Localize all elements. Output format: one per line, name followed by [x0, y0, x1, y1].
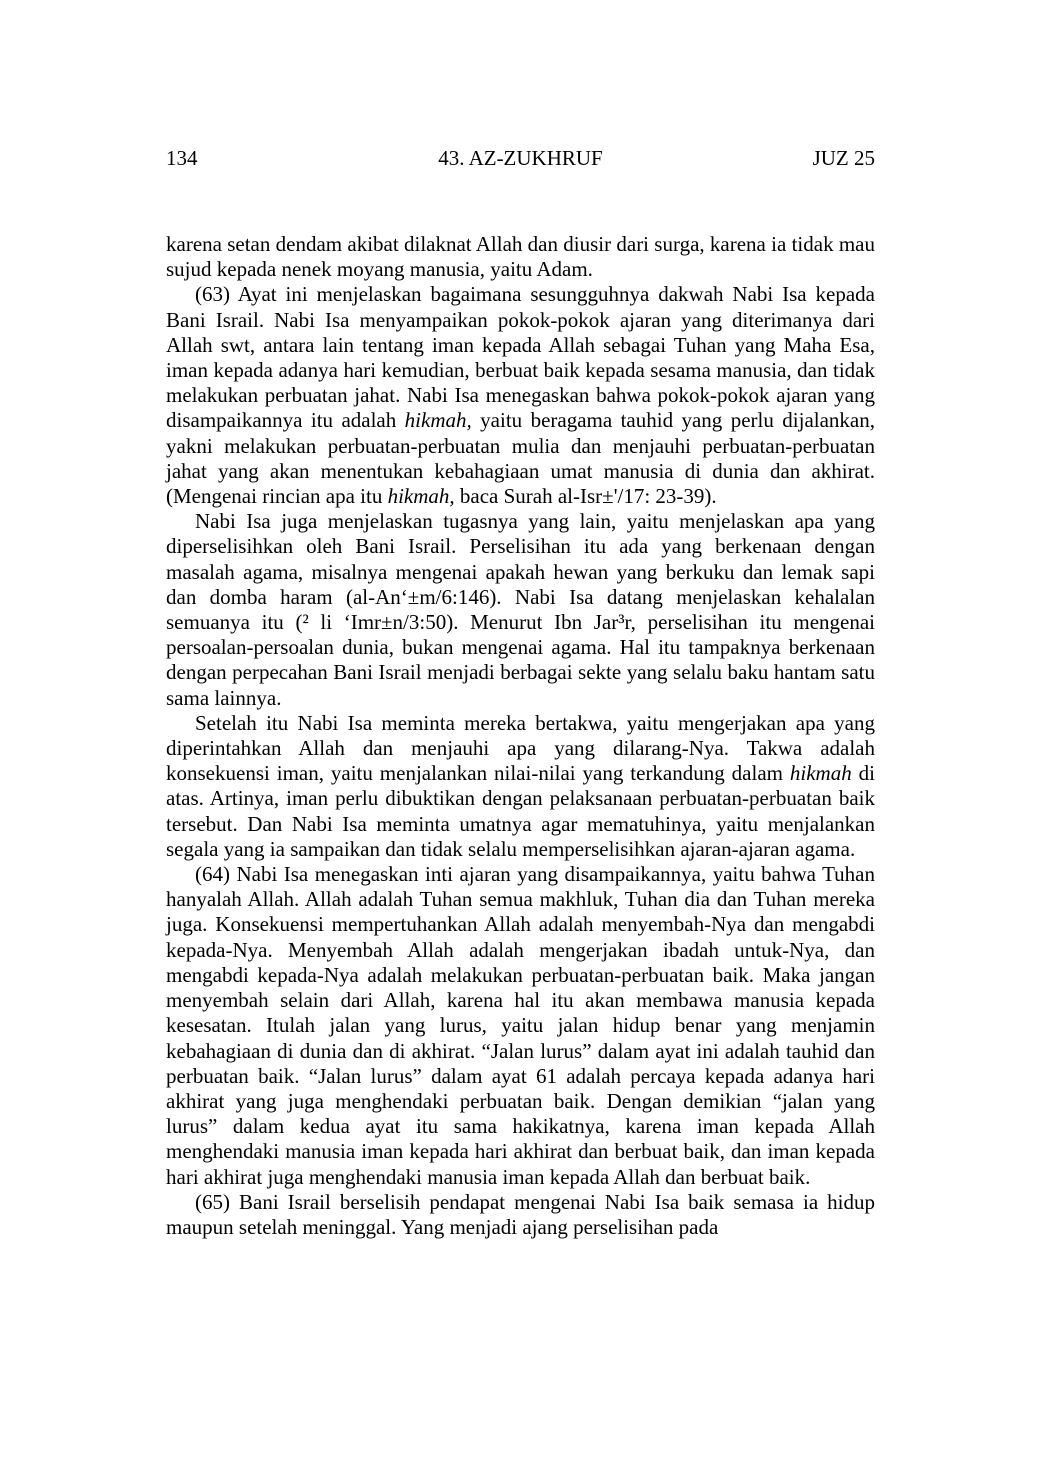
paragraph-text: di atas. Artinya, iman perlu dibuktikan dengan pelaksanaan perbuatan-perbuatan baik tersebut. Dan Nabi Isa meminta umatnya agar mematuhinya, yaitu menjalankan segala yang ia sampaikan dan tidak selalu memperselisihkan ajaran-ajaran agama.: [166, 761, 875, 861]
paragraph: [166, 282, 875, 509]
paragraph-text: (65) Bani Israil berselisih pendapat mengenai Nabi Isa baik semasa ia hidup maupun setelah meninggal. Yang menjadi ajang perselisihan pada: [166, 1189, 875, 1239]
body-text: [166, 232, 875, 1240]
paragraph-text: karena setan dendam akibat dilaknat Allah dan diusir dari surga, karena ia tidak mau sujud kepada nenek moyang manusia, yaitu Adam.: [166, 232, 875, 282]
page-header: [166, 145, 875, 175]
surah-title: 43. AZ-ZUKHRUF: [438, 146, 603, 170]
paragraph: [166, 232, 875, 282]
italic-term: hikmah,: [404, 408, 472, 433]
paragraph-text: Setelah itu Nabi Isa meminta mereka bertakwa, yaitu mengerjakan apa yang diperintahkan Allah dan menjauhi apa yang dilarang-Nya. Takwa adalah konsekuensi iman, yaitu menjalankan nilai-nilai yang terkandung dalam: [166, 710, 875, 786]
paragraph-text: Nabi Isa juga menjelaskan tugasnya yang lain, yaitu menjelaskan apa yang diperselisihkan oleh Bani Israil. Perselisihan itu ada yang berkenaan dengan masalah agama, misalnya mengenai apakah hewan yang berkuku dan lemak sapi dan domba haram (al-An‘±m/6:146). Nabi Isa datang menjelaskan kehalalan semuanya itu (² li ‘Imr±n/3:50). Menurut Ibn Jar³r, perselisihan itu mengenai persoalan-persoalan dunia, bukan mengenai agama. Hal itu tampaknya berkenaan dengan perpecahan Bani Israil menjadi berbagai sekte yang selalu baku hantam satu sama lainnya.: [166, 509, 875, 710]
paragraph: [166, 509, 875, 711]
paragraph-text: baca Surah al-Isr±'/17: 23-39).: [454, 484, 717, 509]
juz-label: JUZ 25: [812, 146, 875, 170]
paragraph-text: (63) Ayat ini menjelaskan bagaimana sesungguhnya dakwah Nabi Isa kepada Bani Israil. Nabi Isa menyampaikan pokok-pokok ajaran yang diterimanya dari Allah swt, antara lain tentang iman kepada Allah sebagai Tuhan yang Maha Esa, iman kepada adanya hari kemudian, berbuat baik kepada sesama manusia, dan tidak melakukan perbuatan jahat. Nabi Isa menegaskan bahwa pokok-pokok ajaran yang disampaikannya itu adalah: [166, 282, 875, 433]
paragraph-text: (64) Nabi Isa menegaskan inti ajaran yang disampaikannya, yaitu bahwa Tuhan hanyalah Allah. Allah adalah Tuhan semua makhluk, Tuhan dia dan Tuhan mereka juga. Konsekuensi mempertuhankan Allah adalah menyembah-Nya dan mengabdi kepada-Nya. Menyembah Allah adalah mengerjakan ibadah untuk-Nya, dan mengabdi kepada-Nya adalah melakukan perbuatan-perbuatan baik. Maka jangan menyembah selain dari Allah, karena hal itu akan membawa manusia kepada kesesatan. Itulah jalan yang lurus, yaitu jalan hidup benar yang menjamin kebahagiaan di dunia dan di akhirat. “Jalan lurus” dalam ayat ini adalah tauhid dan perbuatan baik. “Jalan lurus” dalam ayat 61 adalah percaya kepada adanya hari akhirat yang juga menghendaki perbuatan baik. Dengan demikian “jalan yang lurus” dalam kedua ayat itu sama hakikatnya, karena iman kepada Allah menghendaki manusia iman kepada hari akhirat dan berbuat baik, dan iman kepada hari akhirat juga menghendaki manusia iman kepada Allah dan berbuat baik.: [166, 862, 875, 1189]
italic-term: hikmah,: [387, 484, 455, 509]
paragraph: [166, 862, 875, 1190]
paragraph-text: yaitu beragama tauhid yang perlu dijalankan, yakni melakukan perbuatan-perbuatan mulia dan menjauhi perbuatan-perbuatan jahat yang akan menentukan kebahagiaan umat manusia di dunia dan akhirat. (Mengenai rincian apa itu: [166, 408, 875, 509]
italic-term: hikmah: [789, 761, 852, 786]
paragraph: [166, 711, 875, 862]
paragraph: [166, 1190, 875, 1240]
page-number: 134: [166, 146, 198, 170]
